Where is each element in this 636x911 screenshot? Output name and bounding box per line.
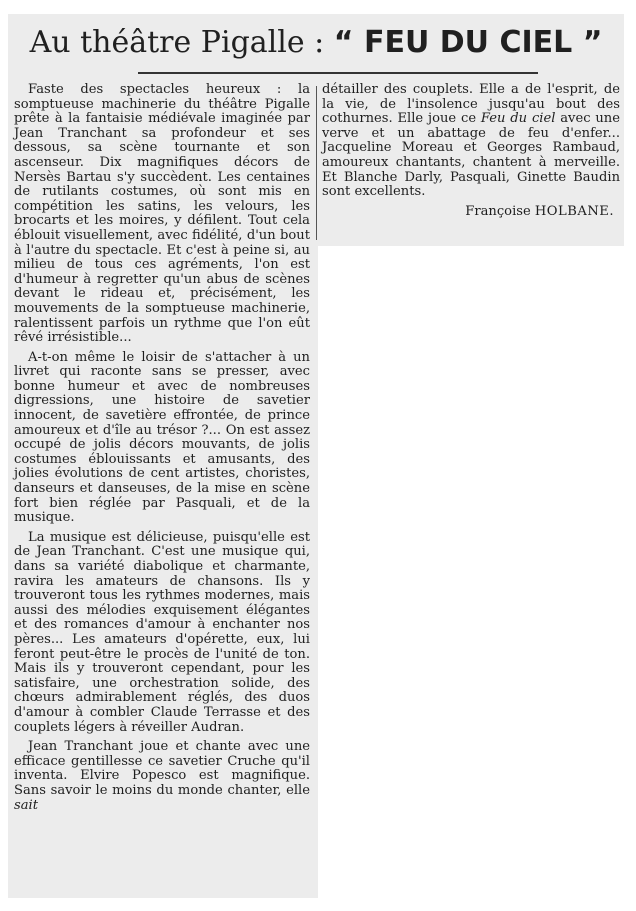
paragraph-1: Faste des spectacles heureux : la somptueuse machinerie du théâtre Pigalle prête à la fantaisie médiévale imaginée par Jean Tranchant sa profondeur et ses dessous, sa scène tournante et son ascenseur. Dix magnifiques décors de Nersès Bartau s'y succèdent. Les centaines de rutilants costumes, où sont mis en compétition les satins, les velours, les brocarts et les moires, y défilent. Tout cela éblouit visuellement, avec fidélité, d'un bout à l'autre du spectacle. Et c'est à peine si, au milieu de tous ces agréments, l'on est d'humeur à regretter qu'un abus de scènes devant le rideau et, précisément, les mouvements de la somptueuse machinerie, ralentissent parfois un rythme que l'on eût rêvé irrésistible...	[14, 82, 310, 346]
paragraph-4-text: Jean Tranchant joue et chante avec une efficace gentillesse ce savetier Cruche qu'il inventa. Elvire Popesco est magnifique. Sans savoir le moins du monde chanter, elle	[14, 739, 310, 798]
paragraph-4-italic: sait	[14, 797, 38, 813]
signature-last-name: HOLBANE.	[534, 203, 614, 219]
paragraph-2: A-t-on même le loisir de s'attacher à un livret qui raconte sans se presser, avec bonne humeur et avec de nombreuses digressions, une histoire de savetier innocent, de savetière effrontée, de prince amoureux et d'île au trésor ?... On est assez occupé de jolis décors mouvants, de jolis costumes éblouissants et amusants, des jolies évolutions de cent artistes, choristes, danseurs et danseuses, de la mise en scène fort bien réglée par Pasquali, et de la musique.	[14, 349, 310, 526]
continued-italic-title: Feu du ciel	[480, 111, 556, 127]
headline-play-title: “ FEU DU CIEL ”	[333, 25, 603, 60]
headline-prefix: Au théâtre Pigalle :	[29, 25, 334, 60]
article-column-right	[322, 83, 620, 224]
headline-rule	[138, 72, 538, 74]
continued-text-after: avec une verve et un abattage de feu d'enfer... Jacqueline Moreau et Georges Rambaud, amoureux chantants, chantent à merveille. Et Blanche Darly, Pasquali, Ginette Baudin sont excellents.	[322, 111, 620, 200]
article-column-left	[14, 83, 310, 818]
paragraph-4	[14, 740, 310, 813]
paragraph-4-continued	[322, 83, 620, 200]
signature-first-name: Françoise	[465, 203, 535, 219]
article-headline	[8, 18, 624, 68]
continued-text-before: détailler des couplets. Elle a de l'esprit, de la vie, de l'insolence jusqu'au bout des cothurnes. Elle joue ce	[322, 82, 620, 127]
author-signature	[322, 205, 620, 220]
column-divider	[316, 86, 317, 240]
paragraph-3: La musique est délicieuse, puisqu'elle est de Jean Tranchant. C'est une musique qui, dans sa variété diabolique et charmante, ravira les amateurs de chansons. Ils y trouveront tous les rythmes modernes, mais aussi des mélodies exquisement élégantes et des romances d'amour à enchanter nos pères... Les amateurs d'opérette, eux, lui feront peut-être le procès de l'unité de ton. Mais ils y trouveront cependant, pour les satisfaire, une orchestration solide, des chœurs admirablement réglés, des duos d'amour à combler Claude Terrasse et des couplets légers à réveiller Audran.	[14, 529, 310, 735]
